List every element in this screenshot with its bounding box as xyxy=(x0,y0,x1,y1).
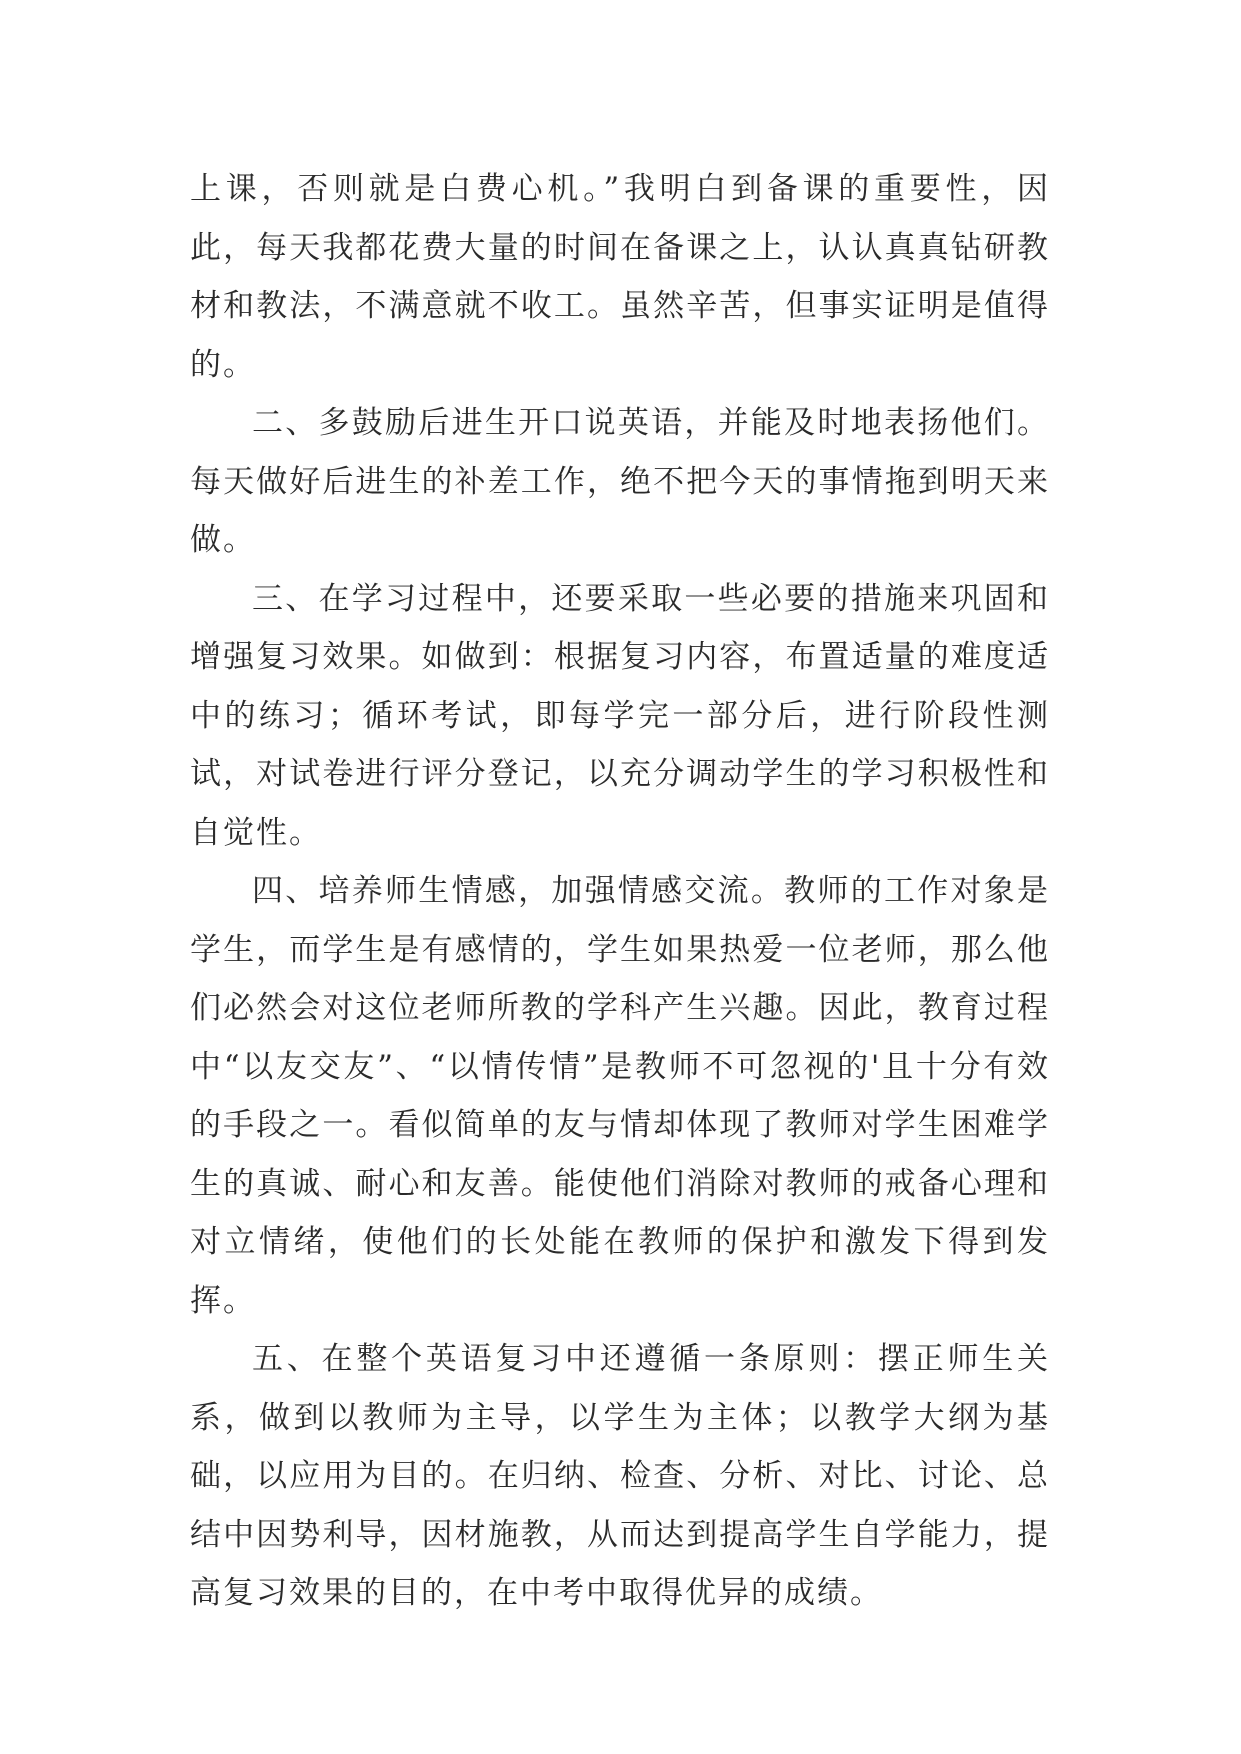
paragraph-continuation: 上课，否则就是白费心机。”我明白到备课的重要性，因此，每天我都花费大量的时间在备课之上，认认真真钻研教材和教法，不满意就不收工。虽然辛苦，但事实证明是值得的。 xyxy=(190,171,1050,383)
paragraph-point-five: 五、在整个英语复习中还遵循一条原则：摆正师生关系，做到以教师为主导，以学生为主体；以教学大纲为基础，以应用为目的。在归纳、检查、分析、对比、讨论、总结中因势利导，因材施教，从而达到提高学生自学能力，提高复习效果的目的，在中考中取得优异的成绩。 xyxy=(190,1341,1050,1611)
paragraph-point-four: 四、培养师生情感，加强情感交流。教师的工作对象是学生，而学生是有感情的，学生如果热爱一位老师，那么他们必然会对这位老师所教的学科产生兴趣。因此，教育过程中“以友交友”、“以情传情”是教师不可忽视的'且十分有效的手段之一。看似简单的友与情却体现了教师对学生困难学生的真诚、耐心和友善。能使他们消除对教师的戒备心理和对立情绪，使他们的长处能在教师的保护和激发下得到发挥。 xyxy=(190,873,1050,1319)
document-body xyxy=(190,160,1050,1623)
paragraph-point-two: 二、多鼓励后进生开口说英语，并能及时地表扬他们。每天做好后进生的补差工作，绝不把今天的事情拖到明天来做。 xyxy=(190,405,1050,558)
paragraph-point-three: 三、在学习过程中，还要采取一些必要的措施来巩固和增强复习效果。如做到：根据复习内容，布置适量的难度适中的练习；循环考试，即每学完一部分后，进行阶段性测试，对试卷进行评分登记，以充分调动学生的学习积极性和自觉性。 xyxy=(190,580,1050,851)
